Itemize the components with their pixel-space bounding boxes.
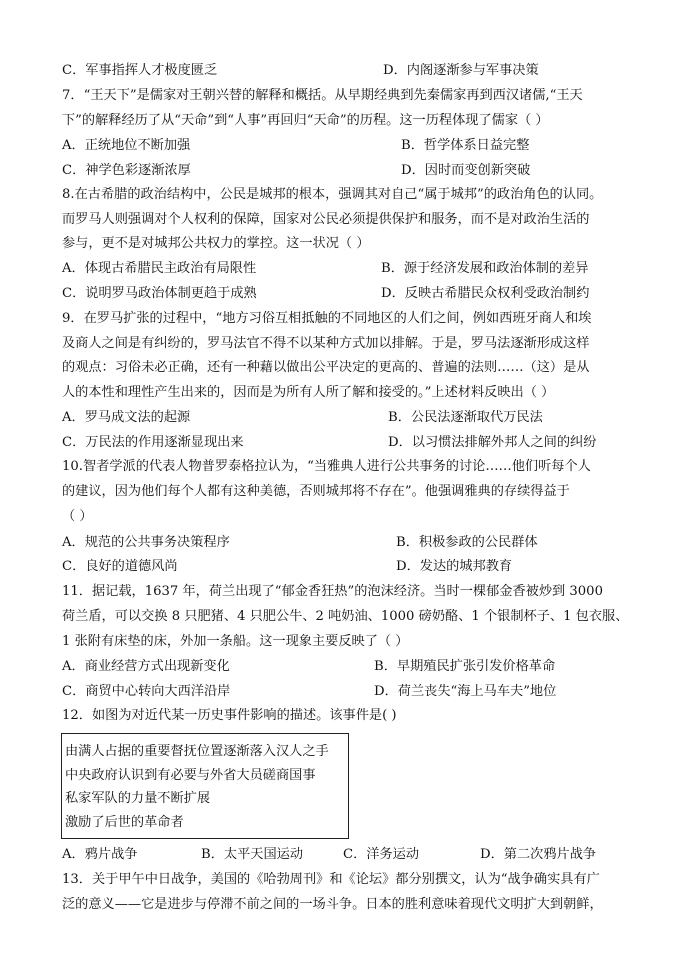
- q9-option-b: B．公民法逐渐取代万民法: [388, 410, 543, 425]
- q12-stem-line-1: 12．如图为对近代某一历史事件影响的描述。该事件是( ): [62, 708, 397, 723]
- q11-option-d: D．荷兰丧失“海上马车夫”地位: [374, 684, 557, 699]
- q7-option-a: A．正统地位不断加强: [62, 138, 191, 153]
- q11-option-c: C．商贸中心转向大西洋沿岸: [62, 684, 231, 699]
- q11-stem-line-2: 荷兰盾，可以交换 8 只肥猪、4 只肥公牛、2 吨奶油、1000 磅奶酪、1 个银制杯子、1 包衣服、: [62, 609, 629, 624]
- q12-option-c: C．洋务运动: [343, 847, 420, 862]
- q11-option-a: A．商业经营方式出现新变化: [62, 659, 230, 674]
- q6-option-c: C．军事指挥人才极度匮乏: [62, 63, 218, 78]
- q10-option-d: D．发达的城邦教育: [396, 559, 513, 574]
- q8-stem-line-3: 参与，更不是对城邦公共权力的掌控。这一状况（ ）: [62, 236, 370, 251]
- q8-option-a: A．体现古希腊民主政治有局限性: [62, 261, 257, 276]
- q9-stem-line-1: 9．在罗马扩张的过程中，“地方习俗互相抵触的不同地区的人们之间，例如西班牙商人和埃: [62, 311, 592, 326]
- q12-option-d: D．第二次鸦片战争: [480, 847, 597, 862]
- q10-option-a: A．规范的公共事务决策程序: [62, 535, 230, 550]
- q10-option-b: B．积极参政的公民群体: [396, 535, 538, 550]
- q11-stem-line-1: 11．据记载，1637 年，荷兰出现了“郁金香狂热”的泡沫经济。当时一棵郁金香被炒到 3000: [62, 584, 603, 599]
- q12-box-line-4: 激励了后世的革命者: [65, 814, 184, 830]
- q12-box-line-1: 由满人占据的重要督抚位置逐渐落入汉人之手: [65, 744, 329, 759]
- q10-stem-line-3: （ ）: [62, 509, 93, 524]
- q12-description-box: [61, 733, 349, 839]
- q12-box-line-3: 私家军队的力量不断扩展: [65, 791, 211, 806]
- q8-stem-line-2: 而罗马人则强调对个人权利的保障，国家对公民必须提供保护和服务，而不是对政治生活的: [62, 212, 590, 227]
- q9-option-a: A．罗马成文法的起源: [62, 410, 191, 425]
- q6-option-d: D．内阁逐渐参与军事决策: [383, 63, 539, 78]
- q10-stem-line-2: 的建议，因为他们每个人都有这种美德，否则城邦将不存在”。他强调雅典的存续得益于: [62, 484, 570, 499]
- q8-stem-line-1: 8.在古希腊的政治结构中，公民是城邦的根本，强调其对自己“属于城邦”的政治角色的认同。: [62, 187, 603, 202]
- q11-option-b: B．早期殖民扩张引发价格革命: [374, 659, 556, 674]
- q9-stem-line-3: 的观点：习俗未必正确，还有一种藉以做出公平决定的更高的、普遍的法则……（这）是从: [62, 360, 590, 375]
- q10-stem-line-1: 10.智者学派的代表人物普罗泰格拉认为，“当雅典人进行公共事务的讨论……他们听每个人: [62, 459, 591, 474]
- q8-option-b: B．源于经济发展和政治体制的差异: [381, 261, 589, 276]
- q13-stem-line-1: 13．关于甲午中日战争，美国的《哈勃周刊》和《论坛》都分别撰文，认为“战争确实具有广: [62, 872, 600, 887]
- q9-option-c: C．万民法的作用逐渐显现出来: [62, 435, 244, 450]
- q7-stem-line-2: 下”的解释经历了从“天命”到“人事”再回归“天命”的历程。这一历程体现了儒家（ ）: [62, 113, 549, 128]
- q8-option-d: D．反映古希腊民众权利受政治制约: [381, 286, 590, 301]
- q9-option-d: D．以习惯法排解外邦人之间的纠纷: [388, 435, 597, 450]
- q12-option-a: A．鸦片战争: [62, 847, 138, 862]
- q12-option-b: B．太平天国运动: [201, 847, 304, 862]
- q11-stem-line-3: 1 张附有床垫的床，外加一条船。这一现象主要反映了（ ）: [62, 634, 409, 649]
- q9-stem-line-4: 人的本性和理性产生出来的，因而是为所有人所了解和接受的。”上述材料反映出（ ）: [62, 385, 555, 400]
- q10-option-c: C．良好的道德风尚: [62, 559, 178, 574]
- q8-option-c: C．说明罗马政治体制更趋于成熟: [62, 286, 257, 301]
- q7-option-b: B．哲学体系日益完整: [401, 138, 530, 153]
- q9-stem-line-2: 及商人之间是有纠纷的，罗马法官不得不以某种方式加以排解。于是，罗马法逐渐形成这样: [62, 336, 590, 351]
- q7-option-d: D．因时而变创新突破: [401, 163, 531, 178]
- q7-stem-line-1: 7．“王天下”是儒家对王朝兴替的解释和概括。从早期经典到先秦儒家再到西汉诸儒,“王天: [62, 88, 583, 103]
- q7-option-c: C．神学色彩逐渐浓厚: [62, 163, 191, 178]
- q12-box-line-2: 中央政府认识到有必要与外省大员磋商国事: [65, 767, 316, 783]
- q13-stem-line-2: 泛的意义——它是进步与停滞不前之间的一场斗争。日本的胜利意味着现代文明扩大到朝鲜，: [62, 897, 603, 912]
